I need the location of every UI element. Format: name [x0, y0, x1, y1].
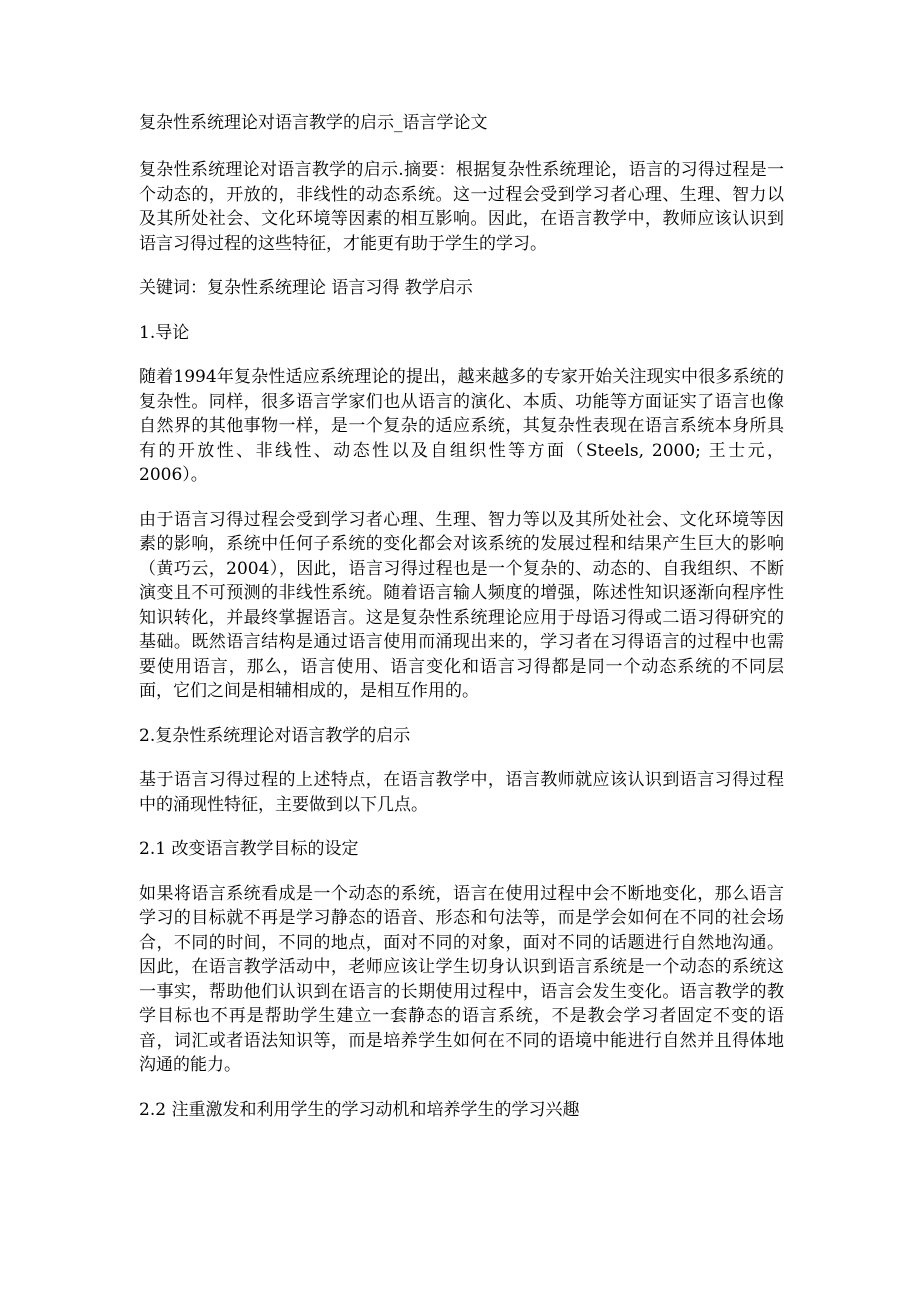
section-heading-2-1: 2.1 改变语言教学目标的设定 [139, 839, 359, 859]
section-1-paragraph-2: 由于语言习得过程会受到学习者心理、生理、智力等以及其所处社会、文化环境等因素的影响，系统中任何子系统的变化都会对该系统的发展过程和结果产生巨大的影响（黄巧云，2004），因此，语言习得过程也是一个复杂的、动态的、自我组织、不断演变且不可预测的非线性系统。随着语言输人频度的增强，陈述性知识逐渐向程序性知识转化，并最终掌握语言。这是复杂性系统理论应用于母语习得或二语习得研究的基础。既然语言结构是通过语言使用而涌现出来的，学习者在习得语言的过程中也需要使用语言，那么，语言使用、语言变化和语言习得都是同一个动态系统的不同层面，它们之间是相辅相成的，是相互作用的。 [139, 509, 784, 701]
keywords-line: 关键词：复杂性系统理论 语言习得 教学启示 [139, 278, 473, 298]
document-page [139, 110, 784, 1142]
section-1-paragraph-1: 随着1994年复杂性适应系统理论的提出，越来越多的专家开始关注现实中很多系统的复杂性。同样，很多语言学家们也从语言的演化、本质、功能等方面证实了语言也像自然界的其他事物一样，是一个复杂的适应系统，其复杂性表现在语言系统本身所具有的开放性、非线性、动态性以及自组织性等方面（Steels, 2000; 王士元，2006）。 [139, 367, 784, 485]
section-heading-2-2: 2.2 注重激发和利用学生的学习动机和培养学生的学习兴趣 [139, 1099, 580, 1120]
section-2-paragraph-1: 基于语言习得过程的上述特点，在语言教学中，语言教师就应该认识到语言习得过程中的涌现性特征，主要做到以下几点。 [139, 770, 784, 815]
section-heading-1: 1.导论 [139, 322, 190, 343]
abstract-paragraph: 复杂性系统理论对语言教学的启示.摘要：根据复杂性系统理论，语言的习得过程是一个动态的，开放的，非线性的动态系统。这一过程会受到学习者心理、生理、智力以及其所处社会、文化环境等因素的相互影响。因此，在语言教学中，教师应该认识到语言习得过程的这些特征，才能更有助于学生的学习。 [139, 160, 784, 254]
section-heading-2: 2.复杂性系统理论对语言教学的启示 [139, 725, 411, 746]
section-2-1-paragraph-1: 如果将语言系统看成是一个动态的系统，语言在使用过程中会不断地变化，那么语言学习的目标就不再是学习静态的语音、形态和句法等，而是学会如何在不同的社会场合，不同的时间，不同的地点，面对不同的对象，面对不同的话题进行自然地沟通。因此，在语言教学活动中，老师应该让学生切身认识到语言系统是一个动态的系统这一事实，帮助他们认识到在语言的长期使用过程中，语言会发生变化。语言教学的教学目标也不再是帮助学生建立一套静态的语言系统，不是教会学习者固定不变的语音，词汇或者语法知识等，而是培养学生如何在不同的语境中能进行自然并且得体地沟通的能力。 [139, 883, 784, 1075]
document-title: 复杂性系统理论对语言教学的启示_语言学论文 [139, 113, 488, 133]
